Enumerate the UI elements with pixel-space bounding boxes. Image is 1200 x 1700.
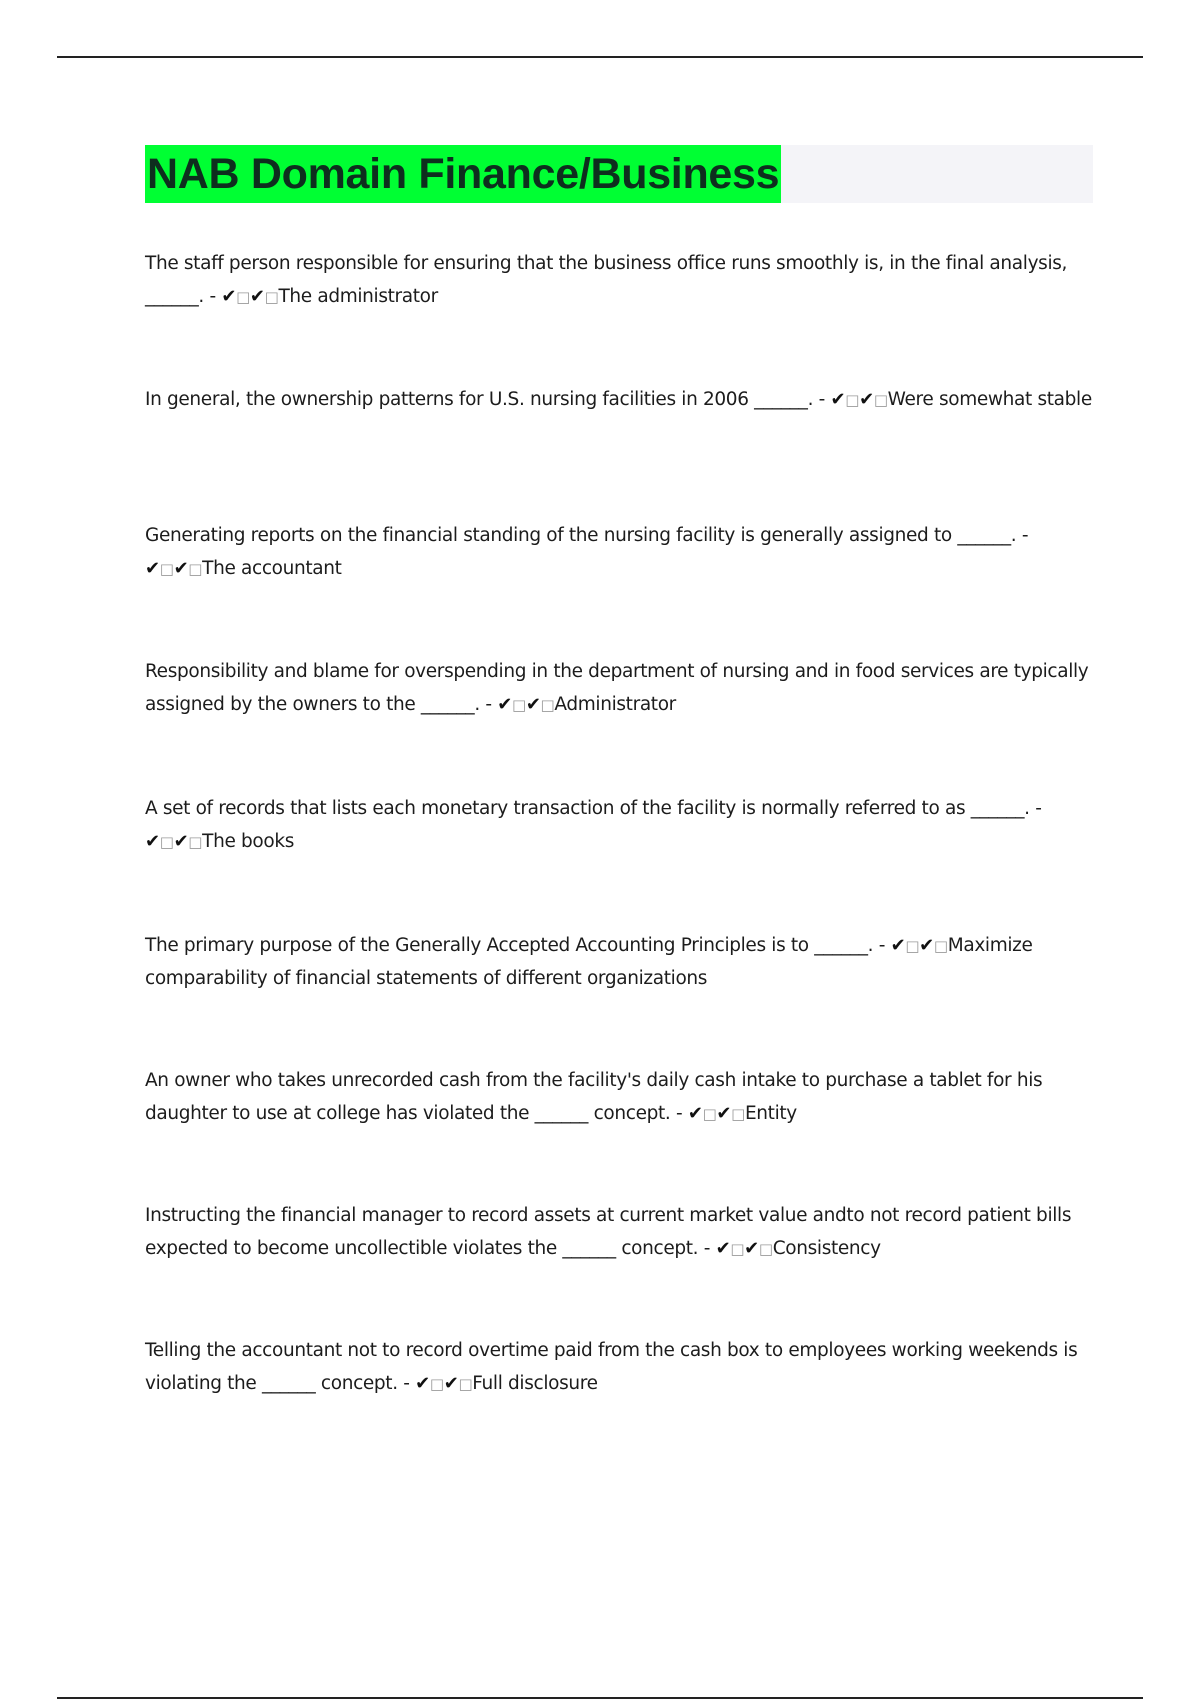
- check-icon: ✔: [715, 1237, 731, 1259]
- answer-text: Administrator: [554, 693, 676, 715]
- check-icon: ✔: [173, 557, 189, 579]
- box-icon: □: [236, 287, 250, 306]
- qa-item: [145, 1335, 1095, 1400]
- check-icon: ✔: [830, 389, 846, 410]
- box-icon: □: [845, 391, 860, 409]
- question-text: Telling the accountant not to record overtime paid from the cash box to employees working weekends is violating the ______ concept.: [145, 1340, 1078, 1394]
- separator: -: [1029, 798, 1042, 819]
- check-icon: ✔: [145, 830, 160, 852]
- answer-text: The accountant: [202, 557, 342, 579]
- answer-text: Entity: [744, 1102, 797, 1124]
- check-icon: ✔: [744, 1237, 759, 1259]
- qa-item: [145, 656, 1095, 721]
- check-icon: ✔: [415, 1372, 430, 1394]
- separator: -: [203, 285, 222, 307]
- answer-text: The books: [202, 830, 294, 852]
- qa-item: [145, 930, 1095, 995]
- answer-text: The administrator: [278, 285, 438, 307]
- box-icon: □: [159, 832, 174, 851]
- separator: -: [670, 1102, 688, 1124]
- check-icon: ✔: [443, 1372, 459, 1394]
- check-icon: ✔: [919, 935, 934, 956]
- qa-item: [145, 248, 1095, 313]
- box-icon: □: [873, 391, 888, 409]
- qa-item: [145, 520, 1095, 585]
- box-icon: □: [429, 1374, 444, 1393]
- answer-text: Maximize comparability of financial statements of different organizations: [145, 935, 1033, 989]
- check-icon: ✔: [859, 389, 874, 410]
- answer-text: Full disclosure: [472, 1372, 598, 1394]
- qa-item: [145, 1065, 1095, 1130]
- check-icon: ✔: [173, 830, 189, 852]
- answer-text: Were somewhat stable: [887, 389, 1092, 410]
- question-text: Generating reports on the financial standing of the nursing facility is generally assigned to ______.: [145, 525, 1017, 546]
- check-icon: ✔: [249, 285, 265, 307]
- answer-text: Consistency: [772, 1237, 881, 1259]
- question-text: An owner who takes unrecorded cash from the facility's daily cash intake to purchase a tablet for his daughter to use at college has violated the ______ concept.: [145, 1070, 1043, 1124]
- box-icon: □: [188, 832, 203, 851]
- separator: -: [698, 1237, 716, 1259]
- box-icon: □: [159, 559, 174, 578]
- header-rule: [57, 56, 1143, 58]
- question-text: The staff person responsible for ensuring that the business office runs smoothly is, in the final analysis, ______.: [145, 253, 1068, 307]
- box-icon: □: [905, 937, 920, 955]
- question-text: The primary purpose of the Generally Accepted Accounting Principles is to ______.: [145, 935, 874, 956]
- box-icon: □: [511, 695, 526, 714]
- question-text: A set of records that lists each monetary transaction of the facility is normally referred to as ______.: [145, 798, 1030, 819]
- check-icon: ✔: [145, 557, 160, 579]
- check-icon: ✔: [890, 935, 906, 956]
- qa-item: [145, 793, 1095, 858]
- check-icon: ✔: [525, 693, 541, 715]
- check-icon: ✔: [221, 285, 237, 307]
- box-icon: □: [758, 1239, 773, 1258]
- footer-rule: [57, 1697, 1143, 1699]
- box-icon: □: [702, 1104, 717, 1123]
- check-icon: ✔: [716, 1102, 732, 1124]
- box-icon: □: [540, 695, 555, 714]
- qa-item: [145, 1200, 1095, 1265]
- page-title: NAB Domain Finance/Business: [145, 145, 781, 203]
- question-text: Responsibility and blame for overspending in the department of nursing and in food services are typically assigned by the owners to the ______.: [145, 661, 1089, 715]
- separator: -: [479, 693, 498, 715]
- check-icon: ✔: [497, 693, 512, 715]
- question-text: In general, the ownership patterns for U.S. nursing facilities in 2006 ______.: [145, 389, 814, 410]
- box-icon: □: [458, 1374, 473, 1393]
- box-icon: □: [731, 1104, 745, 1123]
- qa-item: [145, 384, 1095, 417]
- separator: -: [1016, 525, 1029, 546]
- box-icon: □: [264, 287, 279, 306]
- check-icon: ✔: [687, 1102, 703, 1124]
- separator: -: [397, 1372, 416, 1394]
- box-icon: □: [933, 937, 948, 955]
- separator: -: [873, 935, 891, 956]
- box-icon: □: [730, 1239, 745, 1258]
- question-text: Instructing the financial manager to record assets at current market value andto not record patient bills expected to become uncollectible violates the ______ concept.: [145, 1205, 1072, 1259]
- separator: -: [813, 389, 831, 410]
- box-icon: □: [188, 559, 203, 578]
